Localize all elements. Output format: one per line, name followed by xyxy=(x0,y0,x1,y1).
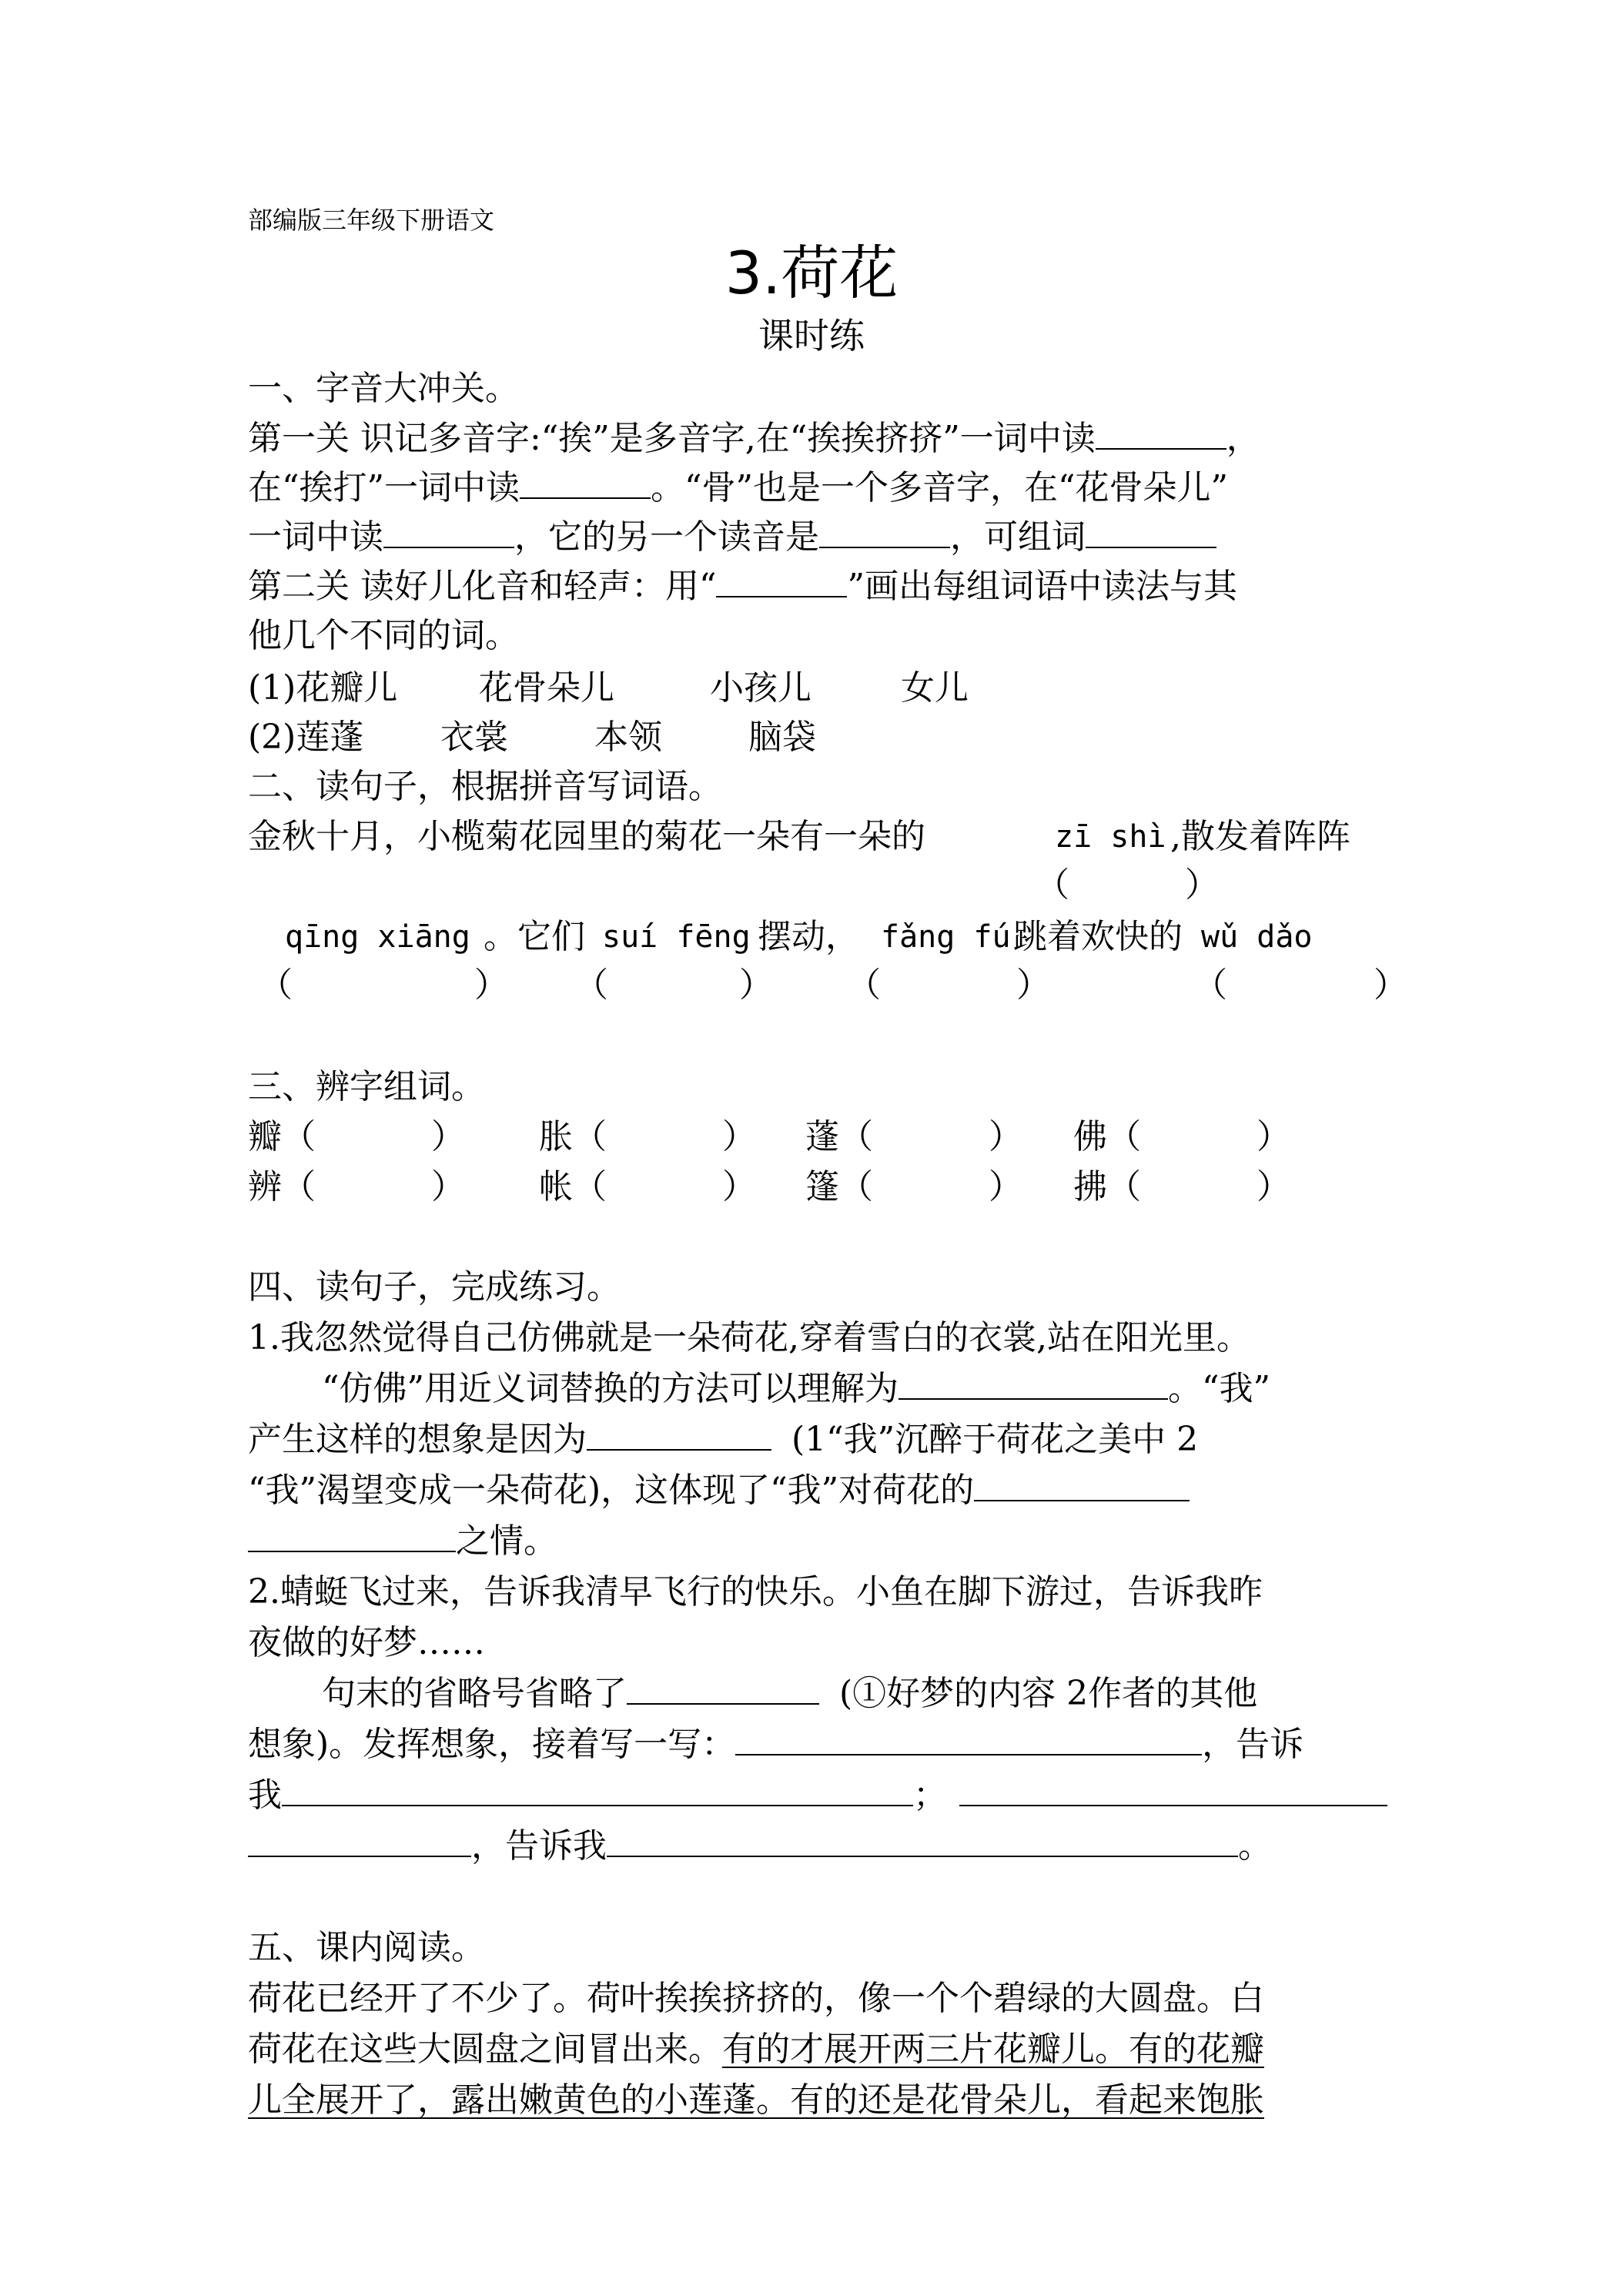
reading-line2 xyxy=(248,2025,1264,2074)
answer-paren[interactable] xyxy=(259,961,508,1010)
q2-line4 xyxy=(248,1822,1272,1871)
q2-prompt: ，告诉我 xyxy=(471,1826,607,1866)
answer-paren[interactable] xyxy=(847,961,1050,1010)
char-group xyxy=(805,1113,1022,1162)
q2-line3 xyxy=(248,1771,1387,1820)
answer-blank[interactable] xyxy=(248,1822,471,1857)
pinyin-4: fǎng fú xyxy=(881,919,1011,955)
answer-blank[interactable] xyxy=(974,1466,1190,1501)
paren-close: ） xyxy=(1257,1167,1290,1207)
q2-prompt-end: ，告诉 xyxy=(1202,1725,1304,1764)
pass2-line2: 他几个不同的词。 xyxy=(248,616,519,655)
char: 胀 xyxy=(539,1117,573,1156)
char-group xyxy=(248,1163,465,1212)
paren-close: ） xyxy=(1185,865,1219,905)
punct: 。 xyxy=(1238,1826,1272,1866)
pinyin-5: wǔ dǎo xyxy=(1201,919,1313,955)
punct: ； xyxy=(913,1776,947,1815)
answer-blank[interactable] xyxy=(627,1669,819,1705)
section3-heading: 三、辨字组词。 xyxy=(248,1067,485,1106)
char: 拂 xyxy=(1073,1167,1107,1207)
paren-open: （ xyxy=(839,1167,873,1207)
reading-text: 荷花在这些大圆盘之间冒出来。 xyxy=(248,2030,722,2069)
pass1-line3 xyxy=(248,513,1216,562)
q1-prompt: “我”渴望变成一朵荷花)，这体现了“我”对荷花的 xyxy=(248,1471,975,1510)
group2-word: 脑袋 xyxy=(748,718,816,757)
paren-open: （ xyxy=(1036,865,1069,905)
char: 瓣 xyxy=(248,1117,282,1156)
pinyin-2: qīng xiāng xyxy=(285,919,470,955)
q2-text-b: 夜做的好梦…… xyxy=(248,1623,485,1662)
paren-close: ） xyxy=(1016,966,1050,1005)
sentence-text: 跳着欢快的 xyxy=(1013,917,1183,956)
answer-blank[interactable] xyxy=(383,513,514,548)
answer-blank[interactable] xyxy=(520,464,651,499)
char-group xyxy=(539,1163,756,1212)
q1-line3 xyxy=(248,1466,1190,1515)
paren-close: ） xyxy=(722,1167,756,1207)
q1-prompt-end: 之情。 xyxy=(456,1521,557,1561)
paren-open: （ xyxy=(1107,1117,1141,1156)
pass2-text-a1: 第二关 读好儿化音和轻声：用“ xyxy=(248,567,717,606)
paren-open: （ xyxy=(573,1117,607,1156)
pass1-text-c1: 一词中读 xyxy=(248,517,383,557)
char: 篷 xyxy=(805,1167,839,1207)
group1-word: 小孩儿 xyxy=(710,668,812,708)
pass2-line1 xyxy=(248,562,1237,611)
pass2-text-a2: ”画出每组词语中读法与其 xyxy=(847,567,1237,606)
paren-open: （ xyxy=(282,1167,316,1207)
paren-close: ） xyxy=(1257,1117,1290,1156)
pass1-text-b2: 。“骨”也是一个多音字，在“花骨朵儿” xyxy=(651,468,1228,507)
section5-heading: 五、课内阅读。 xyxy=(248,1928,485,1967)
page-subtitle: 课时练 xyxy=(758,315,865,356)
underline-sample xyxy=(716,562,847,597)
page-title: 3.荷花 xyxy=(724,239,899,307)
char: 辨 xyxy=(248,1167,282,1207)
answer-blank[interactable] xyxy=(587,1415,771,1451)
q2-prompt: 句末的省略号省略了 xyxy=(322,1674,627,1713)
answer-paren[interactable] xyxy=(1193,961,1407,1010)
pass1-text-b1: 在“挨打”一词中读 xyxy=(248,468,520,507)
sentence-text: 。它们 xyxy=(484,917,585,956)
answer-blank[interactable] xyxy=(1096,414,1226,450)
paren-close: ） xyxy=(989,1167,1022,1207)
pass1-text-c3: ，可组词 xyxy=(950,517,1086,557)
q2-prompt: 我 xyxy=(248,1776,282,1815)
q1-text: 1.我忽然觉得自己仿佛就是一朵荷花,穿着雪白的衣裳,站在阳光里。 xyxy=(248,1318,1250,1357)
section1-heading: 一、字音大冲关。 xyxy=(248,369,519,408)
pass1-text-c2: ，它的另一个读音是 xyxy=(514,517,819,557)
q2-line1 xyxy=(322,1669,1257,1719)
answer-blank[interactable] xyxy=(1086,513,1216,548)
paren-open: （ xyxy=(573,1167,607,1207)
paren-close: ） xyxy=(474,966,508,1005)
sentence-text-end: ,散发着阵阵 xyxy=(1170,817,1350,856)
answer-blank[interactable] xyxy=(735,1720,1202,1755)
char: 帐 xyxy=(539,1167,573,1207)
pass1-text-a: 第一关 识记多音字:“挨”是多音字,在“挨挨挤挤”一词中读 xyxy=(248,419,1096,458)
pinyin-3: suí fēng xyxy=(602,919,751,955)
q1-line4 xyxy=(248,1517,557,1566)
sentence-text: 金秋十月，小榄菊花园里的菊花一朵有一朵的 xyxy=(248,817,925,856)
char-group xyxy=(539,1113,756,1162)
section2-line1 xyxy=(248,812,925,862)
paren-open: （ xyxy=(259,966,293,1005)
paren-close: ） xyxy=(431,1167,465,1207)
q2-text-a: 2.蜻蜓飞过来，告诉我清早飞行的快乐。小鱼在脚下游过，告诉我昨 xyxy=(248,1572,1263,1612)
paren-open: （ xyxy=(574,966,608,1005)
char-group xyxy=(805,1163,1022,1212)
q1-prompt: “仿佛”用近义词替换的方法可以理解为 xyxy=(322,1369,899,1408)
answer-blank[interactable] xyxy=(959,1771,1387,1806)
pass1-line1 xyxy=(248,414,1260,464)
q1-prompt-end: 。“我” xyxy=(1168,1369,1270,1408)
q1-options: (1“我”沉醉于荷花之美中 2 xyxy=(791,1420,1199,1459)
answer-paren[interactable] xyxy=(1036,861,1219,910)
q2-line2 xyxy=(248,1720,1303,1769)
char-group xyxy=(1073,1163,1290,1212)
paren-close: ） xyxy=(739,966,773,1005)
paren-close: ） xyxy=(431,1117,465,1156)
paren-open: （ xyxy=(282,1117,316,1156)
group2-word: (2)莲蓬 xyxy=(248,718,364,757)
char: 佛 xyxy=(1073,1117,1107,1156)
section2-heading: 二、读句子，根据拼音写词语。 xyxy=(248,767,722,806)
paren-open: （ xyxy=(847,966,881,1005)
sentence-text: 摆动， xyxy=(758,917,859,956)
punct: ， xyxy=(1226,419,1260,458)
paren-open: （ xyxy=(1107,1167,1141,1207)
char-group xyxy=(1073,1113,1290,1162)
reading-underlined: 有的才展开两三片花瓣儿。有的花瓣 xyxy=(722,2030,1264,2069)
q1-prompt: 产生这样的想象是因为 xyxy=(248,1420,587,1459)
paren-open: （ xyxy=(839,1117,873,1156)
group1-word: (1)花瓣儿 xyxy=(248,668,398,708)
subject-header: 部编版三年级下册语文 xyxy=(248,206,495,235)
answer-paren[interactable] xyxy=(574,961,773,1010)
q1-line1 xyxy=(322,1364,1270,1414)
answer-blank[interactable] xyxy=(607,1822,1238,1857)
reading-line3: 儿全展开了，露出嫩黄色的小莲蓬。有的还是花骨朵儿，看起来饱胀 xyxy=(248,2080,1264,2120)
char-group xyxy=(248,1113,465,1162)
paren-close: ） xyxy=(989,1117,1022,1156)
group1-word: 女儿 xyxy=(901,668,969,708)
answer-blank[interactable] xyxy=(248,1517,456,1552)
paren-close: ） xyxy=(1374,966,1407,1005)
q2-prompt: 想象)。发挥想象，接着写一写： xyxy=(248,1725,736,1764)
group2-word: 本领 xyxy=(594,718,662,757)
group1-word: 花骨朵儿 xyxy=(479,668,614,708)
paren-open: （ xyxy=(1193,966,1227,1005)
pinyin-1: zī shì xyxy=(1055,819,1166,855)
char: 蓬 xyxy=(805,1117,839,1156)
paren-close: ） xyxy=(722,1117,756,1156)
answer-blank[interactable] xyxy=(899,1364,1168,1400)
q1-line2 xyxy=(248,1415,1198,1464)
answer-blank[interactable] xyxy=(819,513,950,548)
group2-word: 衣裳 xyxy=(440,718,508,757)
reading-line1: 荷花已经开了不少了。荷叶挨挨挤挤的，像一个个碧绿的大圆盘。白 xyxy=(248,1979,1264,2018)
pass1-line2 xyxy=(248,464,1228,513)
section4-heading: 四、读句子，完成练习。 xyxy=(248,1267,621,1307)
answer-blank[interactable] xyxy=(282,1771,913,1806)
q2-options: (①好梦的内容 2作者的其他 xyxy=(839,1674,1258,1713)
